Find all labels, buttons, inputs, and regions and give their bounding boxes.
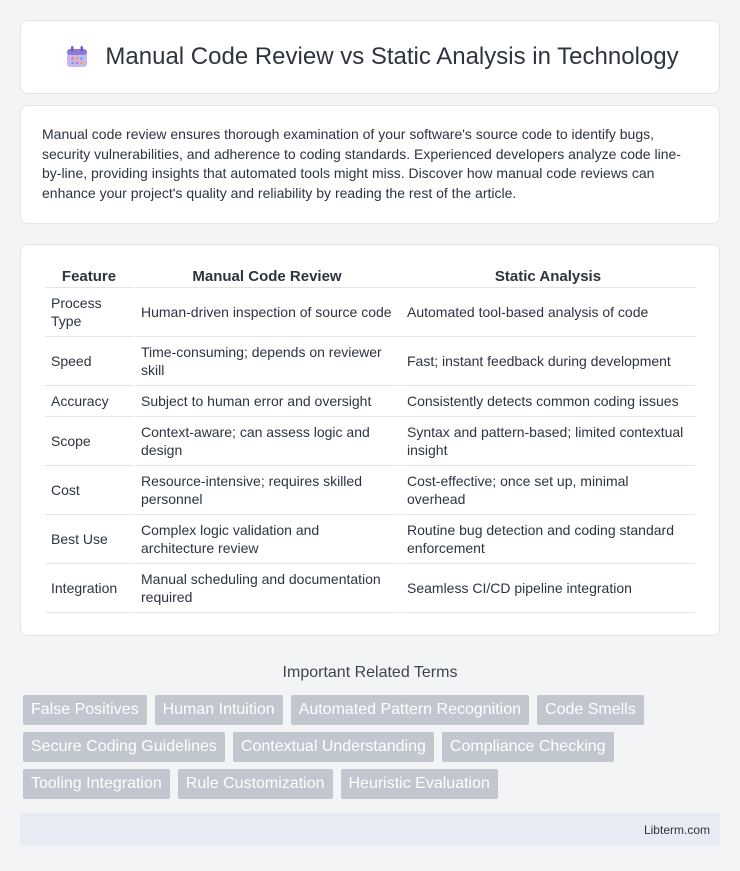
row-manual: Time-consuming; depends on reviewer skill xyxy=(135,337,399,386)
row-static: Routine bug detection and coding standard enforcement xyxy=(401,515,695,564)
header-manual-code-review: Manual Code Review xyxy=(135,265,399,288)
page-title: Manual Code Review vs Static Analysis in Technology xyxy=(105,43,679,70)
row-feature: Scope xyxy=(45,417,133,466)
row-manual: Context-aware; can assess logic and design xyxy=(135,417,399,466)
row-manual: Subject to human error and oversight xyxy=(135,386,399,417)
related-terms-title: Important Related Terms xyxy=(282,664,458,681)
table-row xyxy=(45,337,695,386)
table-row xyxy=(45,288,695,337)
table-row xyxy=(45,417,695,466)
footer-site-link[interactable]: Libterm.com xyxy=(643,822,710,837)
row-feature: Cost xyxy=(45,466,133,515)
tag-secure-coding-guidelines[interactable]: Secure Coding Guidelines xyxy=(23,732,225,762)
tag-code-smells[interactable]: Code Smells xyxy=(537,695,644,725)
table-header-row xyxy=(45,265,695,288)
row-static: Fast; instant feedback during development xyxy=(401,337,695,386)
header-feature: Feature xyxy=(45,265,133,288)
comparison-table-card xyxy=(20,244,720,636)
table-row xyxy=(45,564,695,613)
tag-rule-customization[interactable]: Rule Customization xyxy=(178,769,333,799)
tag-false-positives[interactable]: False Positives xyxy=(23,695,147,725)
tag-compliance-checking[interactable]: Compliance Checking xyxy=(442,732,614,762)
row-static: Automated tool-based analysis of code xyxy=(401,288,695,337)
row-feature: Speed xyxy=(45,337,133,386)
comparison-table xyxy=(43,265,697,613)
row-feature: Process Type xyxy=(45,288,133,337)
table-row xyxy=(45,466,695,515)
row-static: Consistently detects common coding issues xyxy=(401,386,695,417)
tag-human-intuition[interactable]: Human Intuition xyxy=(155,695,283,725)
calendar-icon xyxy=(61,41,93,73)
row-manual: Manual scheduling and documentation required xyxy=(135,564,399,613)
row-manual: Complex logic validation and architecture review xyxy=(135,515,399,564)
row-feature: Integration xyxy=(45,564,133,613)
row-feature: Best Use xyxy=(45,515,133,564)
header-static-analysis: Static Analysis xyxy=(401,265,695,288)
row-static: Syntax and pattern-based; limited contextual insight xyxy=(401,417,695,466)
tag-automated-pattern-recognition[interactable]: Automated Pattern Recognition xyxy=(291,695,529,725)
table-row xyxy=(45,515,695,564)
row-manual: Human-driven inspection of source code xyxy=(135,288,399,337)
row-static: Cost-effective; once set up, minimal overhead xyxy=(401,466,695,515)
related-terms-list xyxy=(20,695,720,799)
page-header xyxy=(20,20,720,94)
row-manual: Resource-intensive; requires skilled personnel xyxy=(135,466,399,515)
intro-section xyxy=(20,105,720,224)
table-row xyxy=(45,386,695,417)
row-static: Seamless CI/CD pipeline integration xyxy=(401,564,695,613)
intro-text: Manual code review ensures thorough examination of your software's source code to identify bugs, security vulnerabilities, and adherence to coding standards. Experienced developers analyze code line-by-line, providing insights that automated tools might miss. Discover how manual code reviews can enhance your project's quality and reliability by reading the rest of the article. xyxy=(42,126,681,201)
row-feature: Accuracy xyxy=(45,386,133,417)
tag-tooling-integration[interactable]: Tooling Integration xyxy=(23,769,170,799)
tag-contextual-understanding[interactable]: Contextual Understanding xyxy=(233,732,434,762)
page-footer xyxy=(20,813,720,846)
tag-heuristic-evaluation[interactable]: Heuristic Evaluation xyxy=(341,769,498,799)
